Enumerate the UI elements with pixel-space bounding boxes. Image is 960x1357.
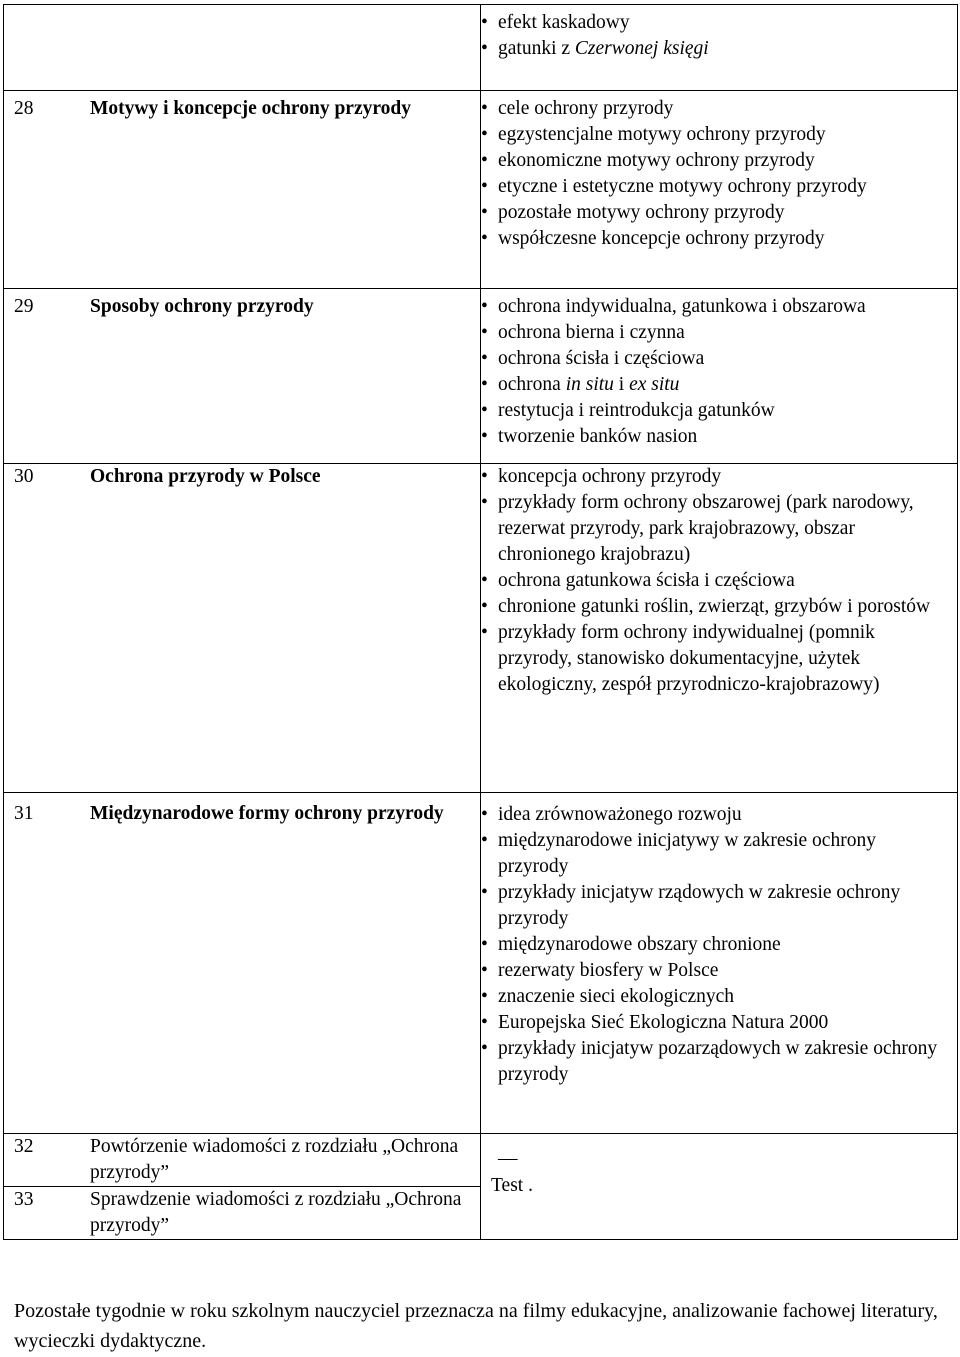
list-item: • ochrona in situ i ex situ <box>498 372 951 398</box>
list-item: • rezerwaty biosfery w Polsce <box>498 958 951 984</box>
list-item: • koncepcja ochrony przyrody <box>498 464 951 490</box>
content-list <box>481 10 957 62</box>
content-list <box>481 464 957 698</box>
list-item: • efekt kaskadowy <box>498 10 951 36</box>
test-label: Test . <box>491 1175 533 1196</box>
bullet-icon: • <box>481 596 488 617</box>
list-item: • idea zrównoważonego rozwoju <box>498 802 951 828</box>
lesson-topic: Sprawdzenie wiadomości z rozdziału „Ochrona przyrody” <box>90 1189 462 1236</box>
list-item: • międzynarodowe inicjatywy w zakresie ochrony przyrody <box>481 830 876 877</box>
list-item: • restytucja i reintrodukcja gatunków <box>498 398 951 424</box>
bullet-icon: • <box>481 492 488 513</box>
lesson-topic: Sposoby ochrony przyrody <box>90 296 314 317</box>
content-cell <box>481 5 958 91</box>
empty-dash: — <box>498 1148 518 1169</box>
topic-cell <box>4 464 481 793</box>
lesson-number: 28 <box>14 98 34 119</box>
lesson-number: 31 <box>14 803 34 824</box>
list-item: • znaczenie sieci ekologicznych <box>498 984 951 1010</box>
list-item: • Europejska Sieć Ekologiczna Natura 2000 <box>498 1010 951 1036</box>
bullet-icon: • <box>481 1038 488 1059</box>
content-cell <box>481 91 958 289</box>
bullet-icon: • <box>481 1012 488 1033</box>
list-item: • etyczne i estetyczne motywy ochrony przyrody <box>498 174 951 200</box>
content-cell <box>481 1134 958 1240</box>
lesson-topic: Międzynarodowe formy ochrony przyrody <box>90 803 444 824</box>
list-item: • tworzenie banków nasion <box>498 424 951 450</box>
bullet-icon: • <box>481 934 488 955</box>
list-item: • przykłady form ochrony obszarowej (park narodowy, rezerwat przyrody, park krajobrazowy, obszar chronionego krajobrazu) <box>481 492 914 565</box>
bullet-icon: • <box>481 466 488 487</box>
bullet-icon: • <box>481 986 488 1007</box>
list-item: • ochrona indywidualna, gatunkowa i obszarowa <box>498 294 951 320</box>
lesson-number: 32 <box>14 1136 34 1157</box>
bullet-icon: • <box>481 374 488 395</box>
bullet-icon: • <box>481 830 488 851</box>
topic-cell <box>4 5 481 91</box>
bullet-icon: • <box>481 296 488 317</box>
list-item: • pozostałe motywy ochrony przyrody <box>498 200 951 226</box>
list-item: • międzynarodowe obszary chronione <box>498 932 951 958</box>
list-item: • ochrona gatunkowa ścisła i częściowa <box>498 568 951 594</box>
bullet-icon: • <box>481 960 488 981</box>
bullet-icon: • <box>481 176 488 197</box>
list-item: • przykłady inicjatyw pozarządowych w zakresie ochrony przyrody <box>481 1038 938 1085</box>
bullet-icon: • <box>481 804 488 825</box>
list-item: • gatunki z Czerwonej księgi <box>498 36 951 62</box>
table-row <box>4 793 958 1134</box>
table-row <box>4 91 958 289</box>
lesson-number: 33 <box>14 1189 34 1210</box>
topic-cell <box>4 1187 481 1240</box>
topic-cell <box>4 289 481 464</box>
list-item: • współczesne koncepcje ochrony przyrody <box>498 226 951 252</box>
lesson-number: 30 <box>14 466 34 487</box>
bullet-icon: • <box>481 98 488 119</box>
bullet-icon: • <box>481 322 488 343</box>
table-row <box>4 464 958 793</box>
lesson-topic: Powtórzenie wiadomości z rozdziału „Ochrona przyrody” <box>90 1136 459 1183</box>
bullet-icon: • <box>481 150 488 171</box>
bullet-icon: • <box>481 570 488 591</box>
topic-cell <box>4 793 481 1134</box>
table-row <box>4 1134 958 1187</box>
bullet-icon: • <box>481 882 488 903</box>
list-item: • cele ochrony przyrody <box>498 96 951 122</box>
list-item: • ochrona bierna i czynna <box>498 320 951 346</box>
bullet-icon: • <box>481 228 488 249</box>
content-cell <box>481 793 958 1134</box>
list-item: • egzystencjalne motywy ochrony przyrody <box>498 122 951 148</box>
bullet-icon: • <box>481 12 488 33</box>
bullet-icon: • <box>481 426 488 447</box>
content-cell <box>481 464 958 793</box>
list-item: • przykłady inicjatyw rządowych w zakresie ochrony przyrody <box>481 882 901 929</box>
content-list <box>481 294 957 450</box>
list-item: • przykłady form ochrony indywidualnej (pomnik przyrody, stanowisko dokumentacyjne, użytek ekologiczny, zespół przyrodniczo-krajobrazowy) <box>481 622 880 695</box>
list-item: • ochrona ścisła i częściowa <box>498 346 951 372</box>
lesson-topic: Ochrona przyrody w Polsce <box>90 466 321 487</box>
list-item: • ekonomiczne motywy ochrony przyrody <box>498 148 951 174</box>
bullet-icon: • <box>481 124 488 145</box>
content-cell <box>481 289 958 464</box>
content-list <box>481 96 957 252</box>
content-list <box>481 802 957 1088</box>
topic-cell <box>4 1134 481 1187</box>
table-row <box>4 289 958 464</box>
bullet-icon: • <box>481 202 488 223</box>
lesson-number: 29 <box>14 296 34 317</box>
lesson-topic: Motywy i koncepcje ochrony przyrody <box>90 98 411 119</box>
table-row <box>4 5 958 91</box>
bullet-icon: • <box>481 348 488 369</box>
bullet-icon: • <box>481 400 488 421</box>
topic-cell <box>4 91 481 289</box>
bullet-icon: • <box>481 38 488 59</box>
footer-note: Pozostałe tygodnie w roku szkolnym nauczyciel przeznacza na filmy edukacyjne, analizowanie fachowej literatury, wycieczki dydaktyczne. <box>14 1300 938 1352</box>
list-item: • chronione gatunki roślin, zwierząt, grzybów i porostów <box>498 594 951 620</box>
bullet-icon: • <box>481 622 488 643</box>
lesson-plan-table <box>3 4 958 1240</box>
